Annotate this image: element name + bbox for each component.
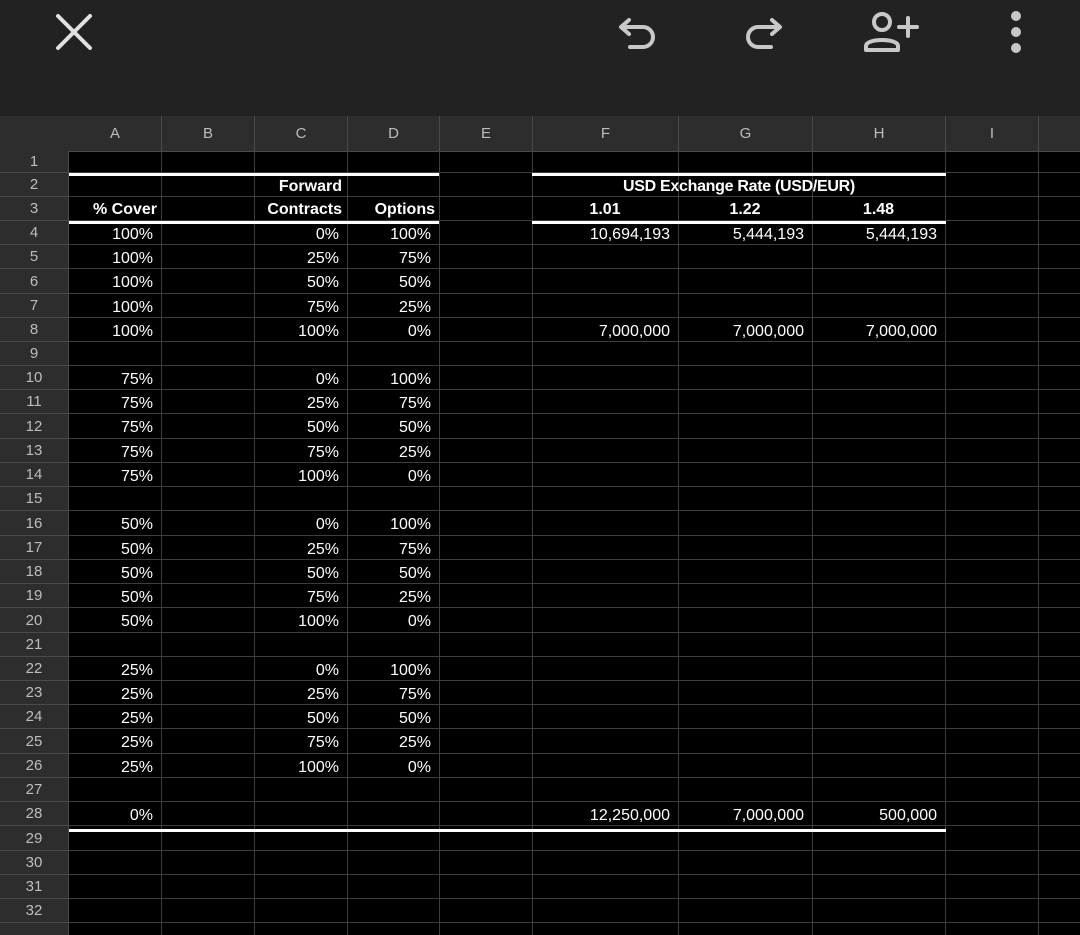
cell-a13[interactable]: 75% [120,443,153,461]
row-header-5[interactable]: 5 [0,245,68,269]
cell-a14[interactable]: 75% [120,467,153,485]
column-header-e[interactable]: E [440,116,533,151]
cell-g28[interactable]: 7,000,000 [732,806,804,824]
cell-d14[interactable]: 0% [407,467,431,485]
row-header-24[interactable]: 24 [0,705,68,729]
row-header-6[interactable]: 6 [0,269,68,294]
cell-c24[interactable]: 50% [306,709,339,727]
cell-a11[interactable]: 75% [120,394,153,412]
column-header-h[interactable]: H [813,116,946,151]
cell-a8[interactable]: 100% [112,322,153,340]
row-header-20[interactable]: 20 [0,608,68,633]
cell-d6[interactable]: 50% [398,274,431,291]
cell-h8[interactable]: 7,000,000 [865,322,937,340]
cell-d20[interactable]: 0% [407,613,431,630]
header-forward: Forward [278,178,342,195]
cell-c16[interactable]: 0% [315,516,339,533]
cell-h28[interactable]: 500,000 [879,806,937,824]
header-pct-cover: % Cover [92,201,157,218]
row-header-21[interactable]: 21 [0,633,68,657]
undo-icon [615,10,661,54]
close-button[interactable] [46,6,102,58]
cell-c4[interactable]: 0% [315,225,339,243]
cell-c11[interactable]: 25% [306,394,339,412]
redo-button[interactable] [735,6,791,58]
row-header-8[interactable]: 8 [0,318,68,342]
cell-c5[interactable]: 25% [306,249,339,267]
cell-a22[interactable]: 25% [120,661,153,679]
row-header-10[interactable]: 10 [0,366,68,390]
share-button[interactable] [858,6,924,58]
row-header-12[interactable]: 12 [0,414,68,439]
cell-c26[interactable]: 100% [298,758,339,776]
table-bottom-border [69,829,946,832]
cell-d8[interactable]: 0% [407,322,431,340]
row-header-9[interactable]: 9 [0,342,68,366]
row-header-26[interactable]: 26 [0,754,68,778]
cell-a28[interactable]: 0% [129,806,153,824]
cell-g4[interactable]: 5,444,193 [732,225,804,243]
add-person-icon [860,8,922,56]
row-header-18[interactable]: 18 [0,560,68,584]
cell-d18[interactable]: 50% [398,564,431,582]
cell-d24[interactable]: 50% [398,709,431,727]
column-header-a[interactable]: A [69,116,162,151]
cell-a20[interactable]: 50% [120,613,153,630]
header-top-border [69,173,439,176]
row-header-11[interactable]: 11 [0,390,68,414]
column-header-f[interactable]: F [533,116,679,151]
cell-a24[interactable]: 25% [120,709,153,727]
row-header-32[interactable]: 32 [0,899,68,923]
row-header-31[interactable]: 31 [0,875,68,899]
cell-c13[interactable]: 75% [306,443,339,461]
sheet-grid[interactable] [69,151,1080,935]
column-header-c[interactable]: C [255,116,348,151]
cell-c19[interactable]: 75% [306,588,339,606]
cell-a19[interactable]: 50% [120,588,153,606]
cell-f28[interactable]: 12,250,000 [589,806,670,824]
undo-button[interactable] [610,6,666,58]
cell-f8[interactable]: 7,000,000 [598,322,670,340]
cell-a12[interactable]: 75% [120,419,153,436]
cell-g8[interactable]: 7,000,000 [732,322,804,340]
cell-d26[interactable]: 0% [407,758,431,776]
cell-f4[interactable]: 10,694,193 [589,225,670,243]
row-header-28[interactable]: 28 [0,802,68,826]
column-header-bar [0,116,1080,152]
app-toolbar [0,0,1080,116]
rate-header-f: 1.01 [589,201,621,218]
row-header-23[interactable]: 23 [0,681,68,705]
row-header-30[interactable]: 30 [0,851,68,875]
column-header-b[interactable]: B [162,116,255,151]
row-header-13[interactable]: 13 [0,439,68,463]
cell-a10[interactable]: 75% [120,370,153,388]
cell-d13[interactable]: 25% [398,443,431,461]
cell-d23[interactable]: 75% [398,685,431,703]
cell-a17[interactable]: 50% [120,540,153,558]
cell-d19[interactable]: 25% [398,588,431,606]
cell-d12[interactable]: 50% [398,419,431,436]
usd-exchange-rate-title: USD Exchange Rate (USD/EUR) [623,178,855,195]
cell-d4[interactable]: 100% [390,225,431,243]
row-header-1[interactable]: 1 [0,151,68,173]
header-contracts: Contracts [267,201,342,218]
cell-c17[interactable]: 25% [306,540,339,558]
cell-c20[interactable]: 100% [298,613,339,630]
row-header-19[interactable]: 19 [0,584,68,608]
cell-a6[interactable]: 100% [112,274,153,291]
cell-c8[interactable]: 100% [298,322,339,340]
column-header-i[interactable]: I [946,116,1039,151]
cell-a4[interactable]: 100% [112,225,153,243]
row-header-17[interactable]: 17 [0,536,68,560]
more-vert-icon [1009,9,1023,55]
cell-c7[interactable]: 75% [306,298,339,316]
row-header-29[interactable]: 29 [0,826,68,851]
row-header-16[interactable]: 16 [0,511,68,536]
cell-c22[interactable]: 0% [315,661,339,679]
cell-a7[interactable]: 100% [112,298,153,316]
cell-d16[interactable]: 100% [390,516,431,533]
close-icon [54,12,94,52]
row-header-bar [0,151,69,935]
cell-c14[interactable]: 100% [298,467,339,485]
cell-a5[interactable]: 100% [112,249,153,267]
cell-d7[interactable]: 25% [398,298,431,316]
row-header-27[interactable]: 27 [0,778,68,802]
cell-a16[interactable]: 50% [120,516,153,533]
row-header-22[interactable]: 22 [0,657,68,681]
cell-d11[interactable]: 75% [398,394,431,412]
row-header-4[interactable]: 4 [0,221,68,245]
cell-c12[interactable]: 50% [306,419,339,436]
row-header-25[interactable]: 25 [0,729,68,754]
cell-h4[interactable]: 5,444,193 [865,225,937,243]
row-header-14[interactable]: 14 [0,463,68,487]
redo-icon [740,10,786,54]
column-header-d[interactable]: D [348,116,440,151]
rate-header-h: 1.48 [862,201,895,218]
cell-d25[interactable]: 25% [398,734,431,751]
cell-a23[interactable]: 25% [120,685,153,703]
cell-d10[interactable]: 100% [390,370,431,388]
more-options-button[interactable] [996,6,1036,58]
cell-c10[interactable]: 0% [315,370,339,388]
row-header-15[interactable]: 15 [0,487,68,511]
cell-a25[interactable]: 25% [120,734,153,751]
cell-c23[interactable]: 25% [306,685,339,703]
cell-d5[interactable]: 75% [398,249,431,267]
row-header-3[interactable]: 3 [0,197,68,221]
cell-a18[interactable]: 50% [120,564,153,582]
cell-d22[interactable]: 100% [390,661,431,679]
row-header-2[interactable]: 2 [0,173,68,197]
cell-a26[interactable]: 25% [120,758,153,776]
rate-header-top-border [532,173,946,176]
row-header-7[interactable]: 7 [0,294,68,318]
cell-c18[interactable]: 50% [306,564,339,582]
cell-c25[interactable]: 75% [306,734,339,751]
rate-header-g: 1.22 [729,201,761,218]
column-header-g[interactable]: G [679,116,813,151]
header-options: Options [374,201,435,218]
cell-c6[interactable]: 50% [306,274,339,291]
cell-d17[interactable]: 75% [398,540,431,558]
